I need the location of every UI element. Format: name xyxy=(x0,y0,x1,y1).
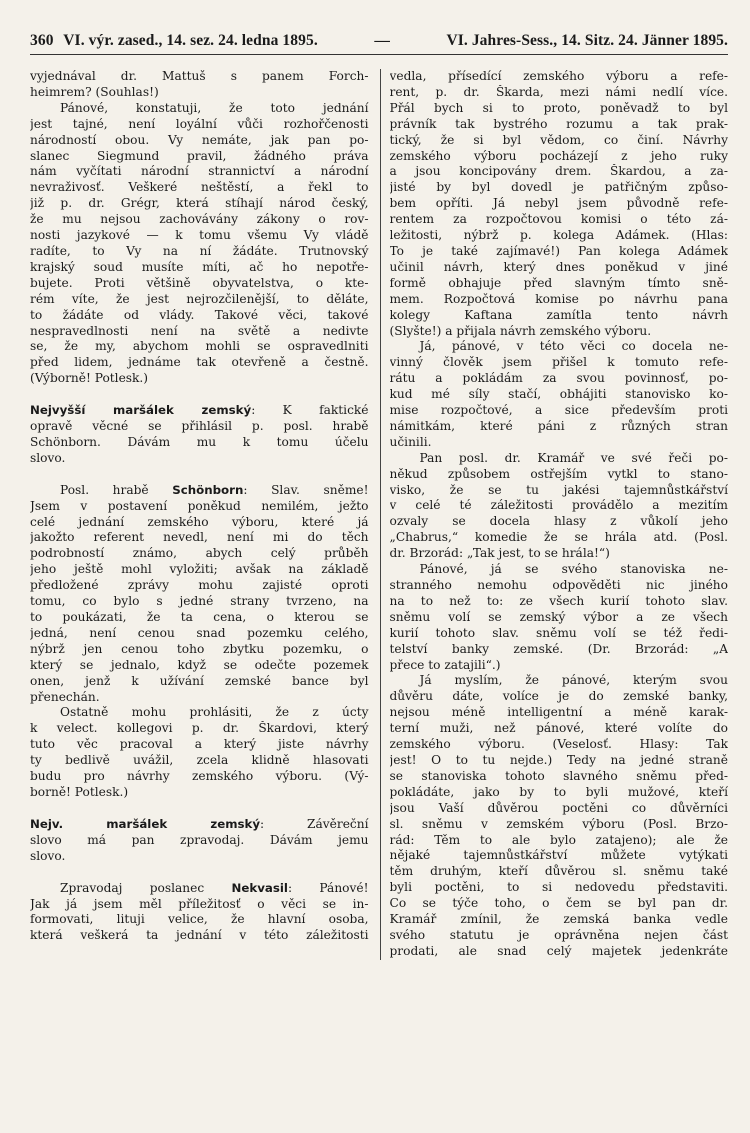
text-line xyxy=(390,101,729,117)
line-text: která veškerá ta jednání v této záležitosti xyxy=(30,928,369,943)
line-text: předložené zprávy mohu zajisté oproti xyxy=(30,578,369,593)
text-line xyxy=(30,721,369,737)
line-text: opravě věcné se přihlásil p. posl. hrabě xyxy=(30,419,369,434)
paragraph-gap xyxy=(30,801,369,817)
paragraph-gap xyxy=(30,467,369,483)
text-line xyxy=(390,658,729,674)
line-text: jakožto referent nevedl, není mi do těch xyxy=(30,530,369,545)
line-text: a jsou koncipovány drem. Škardou, a za- xyxy=(389,164,728,179)
line-text: tický, že si byl vědom, co činí. Návrhy xyxy=(389,132,728,147)
text-line xyxy=(390,785,729,801)
text-line xyxy=(30,308,369,324)
line-text: Já, pánové, v této věci co docela ne- xyxy=(419,339,728,354)
text-line xyxy=(390,514,729,530)
line-text: krajský soud musíte míti, ač ho nepotře- xyxy=(30,259,369,274)
line-text: přenechán. xyxy=(30,689,100,704)
line-text: nejsou méně intelligentní a méně karak- xyxy=(389,705,728,720)
line-text: To je také zajímavé!) Pan kolega Adámek xyxy=(389,243,728,258)
text-line xyxy=(390,689,729,705)
line-text: podrobností známo, abych celý průběh xyxy=(30,546,369,561)
text-line xyxy=(30,339,369,355)
text-line xyxy=(390,578,729,594)
line-text: prodati, ale snad celý majetek jedenkráte xyxy=(389,943,728,958)
line-text: který se jednalo, když se odečte pozemek xyxy=(30,657,369,672)
text-line xyxy=(390,308,729,324)
line-text: národností obou. Vy nemáte, jak pan po- xyxy=(30,132,369,147)
line-text: jsou Vaší důvěrou poctěni co důvěrníci xyxy=(389,800,728,815)
text-line xyxy=(30,705,369,721)
line-text: slanec Siegmund pravil, žádného práva xyxy=(30,148,369,163)
line-text: slovo má pan zpravodaj. Dávám jemu xyxy=(30,832,369,847)
line-text: sněmu volí se zemský výbor a ze všech xyxy=(389,609,728,624)
line-text: Pánové, já se svého stanoviska ne- xyxy=(419,562,728,577)
text-line xyxy=(30,292,369,308)
text-line xyxy=(390,196,729,212)
text-line xyxy=(30,817,369,833)
text-line xyxy=(390,467,729,483)
text-line xyxy=(390,530,729,546)
text-line xyxy=(390,419,729,435)
line-text: terní muži, než pánové, které volíte do xyxy=(389,721,728,736)
paragraph-gap xyxy=(30,387,369,403)
text-line xyxy=(390,435,729,451)
line-text: důvěru dáte, volíce je do zemské banky, xyxy=(389,689,728,704)
line-text: : K faktické xyxy=(251,403,369,418)
line-text: námitkám, které páni z různých stran xyxy=(389,418,728,433)
text-line xyxy=(30,690,369,706)
line-text: radíte, to Vy na ní žádáte. Trutnovský xyxy=(30,243,369,258)
line-text: pokládáte, jako by to byli mužové, kteří xyxy=(389,784,728,799)
line-text: jest! O to tu nejde.) Tedy na jedné straně xyxy=(389,752,728,767)
speaker-name: Schönborn xyxy=(172,482,244,497)
text-line xyxy=(390,260,729,276)
line-text: před lidem, jednáme tak otevřeně a čestně. xyxy=(30,355,369,370)
line-text: Já myslím, že pánové, kterým svou xyxy=(419,673,728,688)
line-text: Co se týče toho, o čem se byl pan dr. xyxy=(389,896,728,911)
text-line xyxy=(390,355,729,371)
text-line xyxy=(390,673,729,689)
line-text: zemského výboru. (Veselosť. Hlasy: Tak xyxy=(389,737,728,752)
line-text: nějaké tajemnůstkářství můžete vytýkati xyxy=(389,848,728,863)
text-line xyxy=(30,626,369,642)
line-text: svého statutu je oprávněna nejen část xyxy=(389,927,728,942)
text-line xyxy=(390,928,729,944)
text-line xyxy=(30,355,369,371)
text-line xyxy=(30,244,369,260)
line-text: k velect. kollegovi p. dr. Škardovi, který xyxy=(30,721,369,736)
text-line xyxy=(30,435,369,451)
text-columns xyxy=(30,69,728,960)
text-line xyxy=(390,117,729,133)
line-text: Pánové, konstatuji, že toto jednání xyxy=(60,100,369,115)
text-line xyxy=(390,864,729,880)
text-line xyxy=(30,260,369,276)
left-column xyxy=(30,69,380,960)
line-text: Přál bych si to proto, poněvadž to byl xyxy=(389,100,728,115)
line-text: kurií tohoto slav. sněmu volí se též ředi- xyxy=(389,625,728,640)
speaker-name: Nejvyšší maršálek zemský xyxy=(30,403,252,418)
line-text: ležitosti, nýbrž p. kolega Adámek. (Hlas: xyxy=(389,228,728,243)
text-line xyxy=(390,85,729,101)
speaker-name: Nekvasil xyxy=(231,880,288,895)
line-text: na to než to: ze všech kurií tohoto slav. xyxy=(389,593,728,608)
line-text: právník tak bystrého rozumu a tak prak- xyxy=(389,116,728,131)
paragraph-gap xyxy=(30,865,369,881)
line-text: Pan posl. dr. Kramář ve své řeči po- xyxy=(419,450,728,465)
header-dash: — xyxy=(374,32,390,49)
text-line xyxy=(30,451,369,467)
line-text: jeho ještě mohl vyložiti; avšak na základě xyxy=(30,562,369,577)
text-line xyxy=(390,562,729,578)
text-line xyxy=(30,228,369,244)
line-text: rád: Těm to ale bylo zatajeno); ale že xyxy=(389,832,728,847)
line-text: těm druhým, kteří důvěrou sl. sněmu také xyxy=(389,864,728,879)
text-line xyxy=(30,849,369,865)
line-text: nosti jazykové — k tomu všemu Vy vládě xyxy=(30,228,369,243)
line-text: vedla, přísedící zemského výboru a refe- xyxy=(389,69,728,83)
line-text: byli poctěni, to si nedovedu představiti. xyxy=(389,880,728,895)
text-line xyxy=(30,212,369,228)
text-line xyxy=(30,578,369,594)
line-text: bem opříti. Já nebyl jsem původně refe- xyxy=(389,196,728,211)
speaker-prefix: Zpravodaj poslanec xyxy=(60,880,232,895)
line-text: heimrem? (Souhlas!) xyxy=(30,84,159,99)
speaker-prefix: Posl. hrabě xyxy=(60,482,173,497)
line-text: Schönborn. Dávám mu k tomu účelu xyxy=(30,434,369,449)
text-line xyxy=(30,85,369,101)
text-line xyxy=(30,196,369,212)
header-left xyxy=(30,32,318,50)
line-text: tomu, co bylo s jedné strany tvrzeno, na xyxy=(30,594,369,609)
right-column xyxy=(380,69,729,960)
line-text: visko, že se tu jakési tajemnůstkářství xyxy=(389,482,728,497)
text-line xyxy=(30,562,369,578)
text-line xyxy=(390,324,729,340)
text-line xyxy=(390,212,729,228)
line-text: borně! Potlesk.) xyxy=(30,784,129,799)
text-line xyxy=(390,626,729,642)
text-line xyxy=(30,69,369,85)
text-line xyxy=(30,117,369,133)
text-line xyxy=(30,769,369,785)
text-line xyxy=(30,101,369,117)
text-line xyxy=(390,339,729,355)
header-czech-title: VI. výr. zased., 14. sez. 24. ledna 1895. xyxy=(63,32,318,49)
line-text: rátu a pokládám za svou povinnosť, po- xyxy=(389,371,728,386)
text-line xyxy=(30,897,369,913)
line-text: : Závěreční xyxy=(260,816,369,831)
text-line xyxy=(30,753,369,769)
text-line xyxy=(390,801,729,817)
header-german-title: VI. Jahres-Sess., 14. Sitz. 24. Jänner 1895. xyxy=(446,32,728,49)
text-line xyxy=(30,785,369,801)
line-text: nespravedlnosti není na světě a nedivte xyxy=(30,323,369,338)
text-line xyxy=(30,164,369,180)
text-line xyxy=(390,403,729,419)
line-text: slovo. xyxy=(30,848,66,863)
line-text: mem. Rozpočtová komise po návrhu pana xyxy=(389,291,728,306)
line-text: sl. sněmu v zemském výboru (Posl. Brzo- xyxy=(389,816,728,831)
line-text: (Výborně! Potlesk.) xyxy=(30,371,149,386)
text-line xyxy=(30,546,369,562)
text-line xyxy=(390,546,729,562)
page-number: 360 xyxy=(30,32,54,49)
text-line xyxy=(390,721,729,737)
line-text: nevraživosť. Veškeré neštěstí, a řekl to xyxy=(30,180,369,195)
text-line xyxy=(30,149,369,165)
text-line xyxy=(390,610,729,626)
line-text: Jak já jsem měl příležitosť o věci se in- xyxy=(30,896,369,911)
line-text: rém víte, že jest nejrozčilenější, to děláte, xyxy=(30,291,369,306)
text-line xyxy=(390,896,729,912)
line-text: vyjednával dr. Mattuš s panem Forch- xyxy=(30,69,369,83)
line-text: „Chabrus,“ komedie že se hrála atd. (Posl. xyxy=(389,530,728,545)
line-text: se, že my, abychom mohli se ospravedlniti xyxy=(30,339,369,354)
text-line xyxy=(390,705,729,721)
line-text: slovo. xyxy=(30,450,66,465)
line-text: : Slav. sněme! xyxy=(243,482,369,497)
line-text: onen, jenž k užívání zemské bance byl xyxy=(30,673,369,688)
line-text: dr. Brzorád: „Tak jest, to se hrála!“) xyxy=(389,546,610,561)
line-text: Ostatně mohu prohlásiti, že z úcty xyxy=(60,705,369,720)
text-line xyxy=(30,833,369,849)
text-line xyxy=(30,737,369,753)
line-text: stranného nemohu odpověděti nic jiného xyxy=(389,578,728,592)
line-text: ozvaly se docela hlasy z vůkolí jeho xyxy=(389,514,728,529)
line-text: zemského výboru pocházejí z jeho ruky xyxy=(389,148,728,163)
text-line xyxy=(30,499,369,515)
text-line xyxy=(390,276,729,292)
line-text: někud způsobem ostřejším vytkl to stano- xyxy=(389,466,728,481)
line-text: nýbrž jen cenou toho zbytku pozemku, o xyxy=(30,641,369,656)
line-text: tuto věc pracoval a který jiste návrhy xyxy=(30,737,369,752)
text-line xyxy=(30,403,369,419)
text-line xyxy=(390,753,729,769)
text-line xyxy=(390,737,729,753)
line-text: jisté by byl dovedl je patřičným způso- xyxy=(389,180,728,195)
line-text: bujete. Proti většině obyvatelstva, o kte- xyxy=(30,275,369,290)
text-line xyxy=(30,674,369,690)
line-text: ty bedlivě uvážil, zcela klidně hlasovati xyxy=(30,753,369,768)
text-line xyxy=(30,912,369,928)
text-line xyxy=(30,594,369,610)
text-line xyxy=(390,133,729,149)
text-line xyxy=(30,371,369,387)
line-text: se stanoviska tohoto slavného sněmu před- xyxy=(389,768,728,783)
text-line xyxy=(30,133,369,149)
text-line xyxy=(390,498,729,514)
line-text: přece to zatajili“.) xyxy=(389,657,501,672)
text-line xyxy=(30,610,369,626)
line-text: budu pro návrhy zemského výboru. (Vý- xyxy=(30,769,369,784)
text-line xyxy=(30,881,369,897)
line-text: kud mé síly stačí, obhájiti stanovisko ko- xyxy=(389,387,728,402)
text-line xyxy=(390,387,729,403)
line-text: formě obhajuje před slavným tímto sně- xyxy=(389,275,728,290)
text-line xyxy=(390,228,729,244)
line-text: nám vyčítati národní strannictví a národní xyxy=(30,164,369,179)
text-line xyxy=(30,530,369,546)
text-line xyxy=(390,833,729,849)
text-line xyxy=(390,912,729,928)
text-line xyxy=(30,642,369,658)
text-line xyxy=(30,928,369,944)
line-text: že mu nejsou zachovávány zákony o rov- xyxy=(30,212,369,227)
line-text: (Slyšte!) a přijala návrh zemského výboru. xyxy=(389,323,652,338)
line-text: v celé té záležitosti provádělo a mezitím xyxy=(389,498,728,513)
text-line xyxy=(30,276,369,292)
text-line xyxy=(390,451,729,467)
text-line xyxy=(30,483,369,499)
line-text: jedná, není cenou snad pozemku celého, xyxy=(30,625,369,640)
line-text: rentem za rozpočtovou komisi o této zá- xyxy=(389,212,728,227)
line-text: rent, p. dr. Škarda, mezi námi nedlí více. xyxy=(389,84,728,99)
line-text: jest tajné, není loyální vůči rozhořčenosti xyxy=(30,116,369,131)
text-line xyxy=(390,642,729,658)
text-line xyxy=(390,180,729,196)
text-line xyxy=(390,483,729,499)
text-line xyxy=(30,419,369,435)
line-text: celé jednání zemského výboru, které já xyxy=(30,514,369,529)
text-line xyxy=(390,164,729,180)
line-text: kolegy Kaftana zamítla tento návrh xyxy=(389,307,728,322)
line-text: mise rozpočtové, a sice především proti xyxy=(389,403,728,418)
text-line xyxy=(390,594,729,610)
text-line xyxy=(30,515,369,531)
text-line xyxy=(390,69,729,85)
line-text: to žádáte od vlády. Takové věci, takové xyxy=(30,307,369,322)
text-line xyxy=(30,658,369,674)
text-line xyxy=(390,149,729,165)
line-text: vinný člověk jsem přišel k tomuto refe- xyxy=(389,355,728,370)
text-line xyxy=(390,944,729,960)
speaker-name: Nejv. maršálek zemský xyxy=(30,816,261,831)
text-line xyxy=(30,324,369,340)
line-text: učinil návrh, který dnes poněkud v jiné xyxy=(389,259,728,274)
line-text: učinili. xyxy=(389,434,432,449)
line-text: již p. dr. Grégr, která stíhají národ český, xyxy=(30,196,369,211)
page-header xyxy=(30,32,728,55)
line-text: Kramář zmínil, že zemská banka vedle xyxy=(389,912,728,927)
text-line xyxy=(30,180,369,196)
text-line xyxy=(390,848,729,864)
line-text: : Pánové! xyxy=(287,880,369,895)
text-line xyxy=(390,817,729,833)
line-text: formovati, lituji velice, že hlavní osoba, xyxy=(30,912,369,927)
line-text: Jsem v postavení poněkud nemilém, ježto xyxy=(30,498,369,513)
text-line xyxy=(390,769,729,785)
text-line xyxy=(390,244,729,260)
text-line xyxy=(390,880,729,896)
text-line xyxy=(390,292,729,308)
line-text: to poukázati, že ta cena, o kterou se xyxy=(30,610,369,624)
line-text: telství banky zemské. (Dr. Brzorád: „A xyxy=(389,641,728,656)
text-line xyxy=(390,371,729,387)
